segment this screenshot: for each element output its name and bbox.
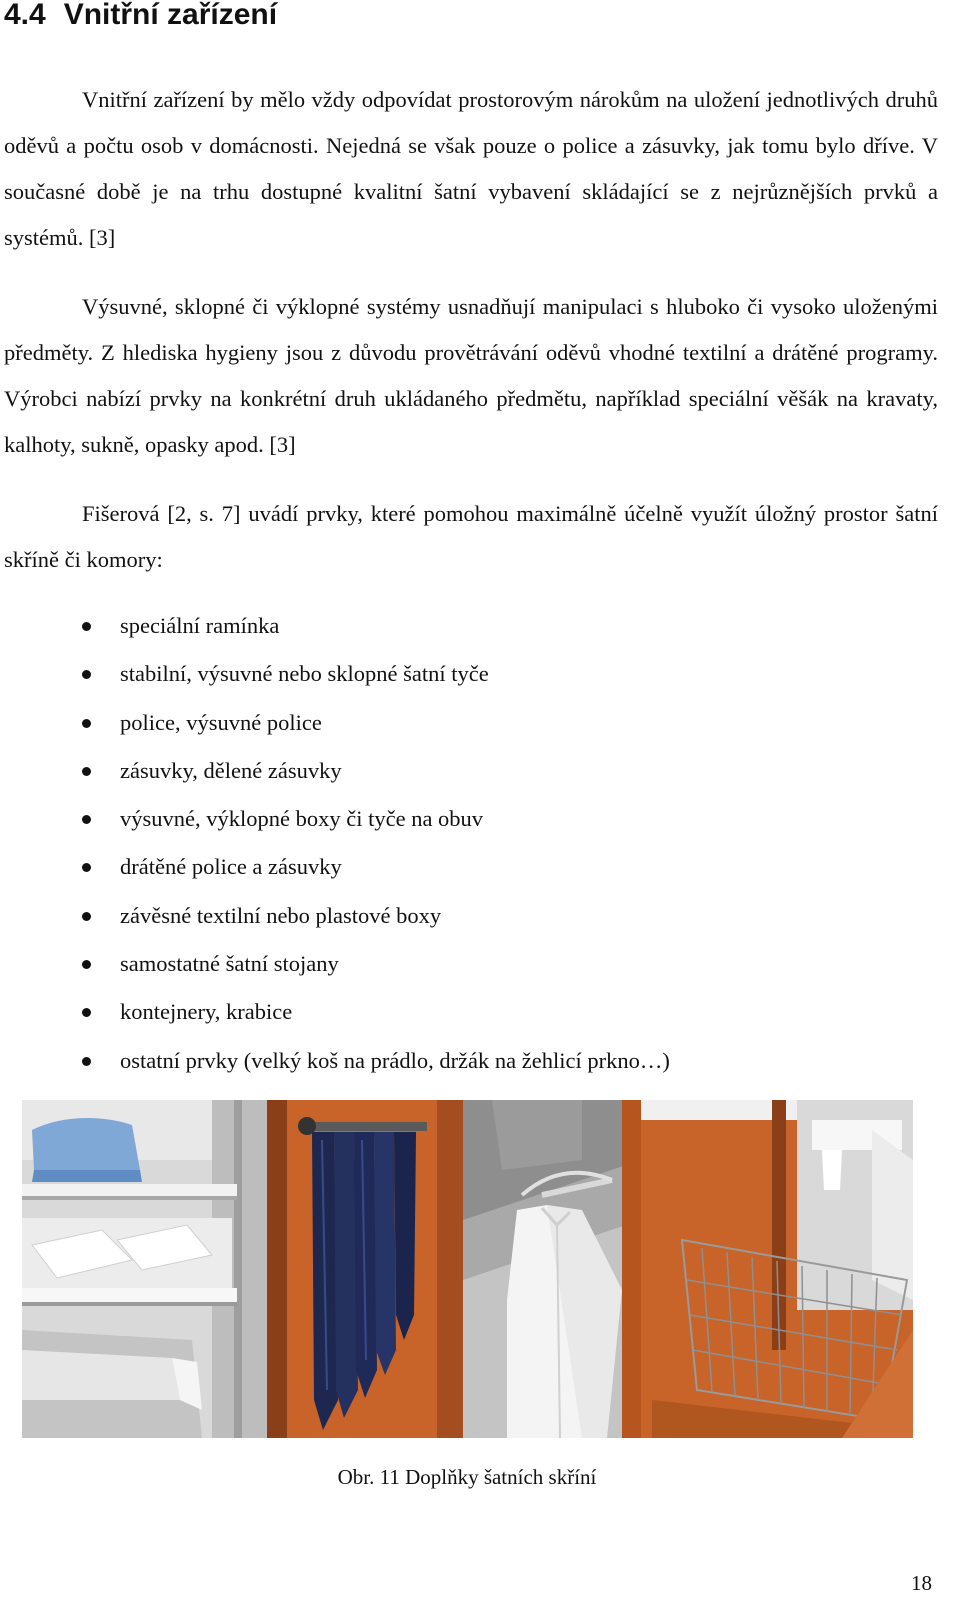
bullet-icon xyxy=(82,1008,91,1017)
list-item: zásuvky, dělené zásuvky xyxy=(0,756,940,804)
list-item: výsuvné, výklopné boxy či tyče na obuv xyxy=(0,804,940,852)
tie-rack-photo xyxy=(267,1100,463,1438)
wardrobe-accessories-figure xyxy=(22,1100,913,1438)
list-item: police, výsuvné police xyxy=(0,708,940,756)
bullet-icon xyxy=(82,719,91,728)
list-item: ostatní prvky (velký koš na prádlo, držák na žehlicí prkno…) xyxy=(0,1046,940,1094)
section-number: 4.4 xyxy=(4,0,46,31)
bullet-icon xyxy=(82,863,91,872)
section-heading xyxy=(4,0,277,34)
list-item: závěsné textilní nebo plastové boxy xyxy=(0,901,940,949)
list-item: drátěné police a zásuvky xyxy=(0,852,940,900)
bullet-icon xyxy=(82,912,91,921)
bullet-icon xyxy=(82,1057,91,1066)
page-number: 18 xyxy=(911,1571,932,1595)
section-title: Vnitřní zařízení xyxy=(63,0,278,31)
paragraph-elements-intro: Fišerová [2, s. 7] uvádí prvky, které pomohou maximálně účelně využít úložný prostor šatní skříně či komory: xyxy=(4,501,938,572)
bullet-icon xyxy=(82,767,91,776)
paragraph-intro: Vnitřní zařízení by mělo vždy odpovídat prostorovým nárokům na uložení jednotlivých druhů oděvů a počtu osob v domácnosti. Nejedná se však pouze o police a zásuvky, jak tomu bylo dříve. V současné době je na trhu dostupné kvalitní šatní vybavení skládající se z nejrůznějších prvků a systémů. [3] xyxy=(4,87,938,250)
bullet-icon xyxy=(82,815,91,824)
list-item: samostatné šatní stojany xyxy=(0,949,940,997)
paragraph-systems: Výsuvné, sklopné či výklopné systémy usnadňují manipulaci s hluboko či vysoko uloženými předměty. Z hlediska hygieny jsou z důvodu provětrávání oděvů vhodné textilní a drátěné programy. Výrobci nabízí prvky na konkrétní druh ukládaného předmětu, například speciální věšák na kravaty, kalhoty, sukně, opasky apod. [3] xyxy=(4,294,938,457)
bullet-icon xyxy=(82,960,91,969)
list-item: kontejnery, krabice xyxy=(0,997,940,1045)
elements-list xyxy=(0,611,940,1094)
list-item: speciální ramínka xyxy=(0,611,940,659)
pull-out-shelves-photo xyxy=(22,1100,267,1438)
figure-caption: Obr. 11 Doplňky šatních skříní xyxy=(337,1465,597,1489)
shirt-hanger-photo xyxy=(463,1100,641,1438)
wire-basket-photo xyxy=(641,1100,913,1438)
bullet-icon xyxy=(82,622,91,631)
bullet-icon xyxy=(82,670,91,679)
list-item: stabilní, výsuvné nebo sklopné šatní tyče xyxy=(0,659,940,707)
